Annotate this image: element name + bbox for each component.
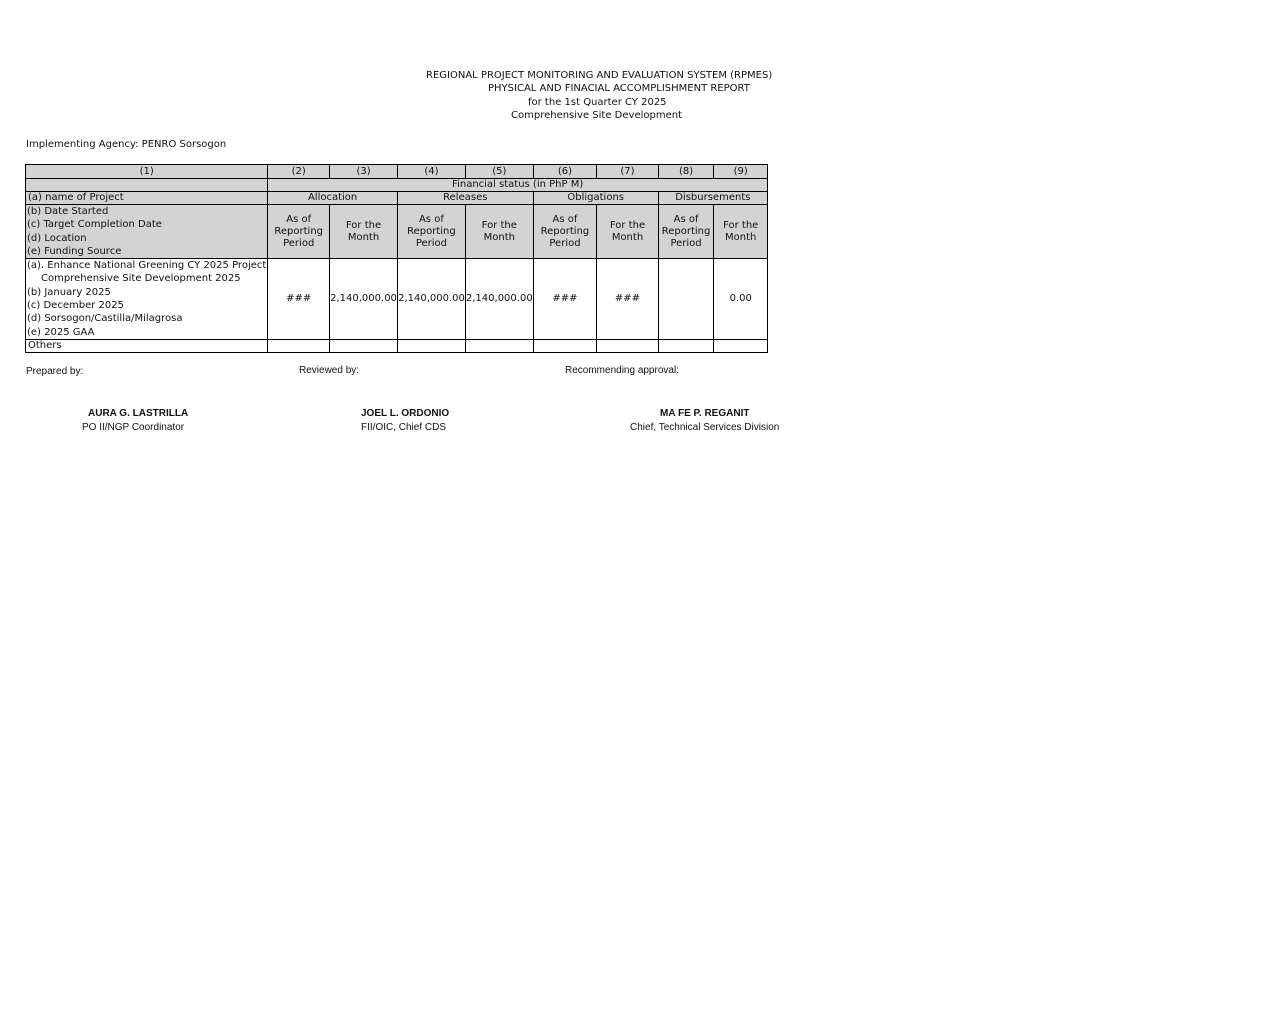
project-funding: (e) 2025 GAA — [27, 326, 95, 338]
reviewed-by-title: FII/OIC, Chief CDS — [361, 422, 447, 433]
group-header-row — [26, 192, 768, 205]
col-num-4: (4) — [397, 165, 465, 179]
value-disbursements-month: 0.00 — [714, 259, 768, 340]
report-subtitle: PHYSICAL AND FINACIAL ACCOMPLISHMENT REPORT — [488, 83, 750, 94]
recommending-label: Recommending approval: — [565, 365, 679, 376]
value-releases-month: 2,140,000.00 — [465, 259, 533, 340]
table-row — [26, 259, 768, 340]
others-label: Others — [26, 340, 268, 353]
empty-cell — [397, 340, 465, 353]
project-name: (a). Enhance National Greening CY 2025 Project — [27, 260, 267, 272]
recommending-title: Chief, Technical Services Division — [630, 422, 780, 433]
group-obligations: Obligations — [533, 192, 658, 205]
empty-cell — [533, 340, 597, 353]
empty-cell — [714, 340, 768, 353]
prepared-by-name: AURA G. LASTRILLA — [88, 408, 189, 419]
value-releases-as-of: 2,140,000.00 — [397, 259, 465, 340]
prepared-by-title: PO II/NGP Coordinator — [82, 422, 185, 433]
col-num-9: (9) — [714, 165, 768, 179]
releases-month: For the Month — [465, 205, 533, 259]
implementing-agency: Implementing Agency: PENRO Sorsogon — [26, 139, 227, 150]
financial-status-header: Financial status (in PhP M) — [268, 179, 768, 192]
col-num-8: (8) — [658, 165, 714, 179]
row-label-d: (d) Location — [27, 232, 87, 244]
allocation-month: For the Month — [330, 205, 398, 259]
col-num-5: (5) — [465, 165, 533, 179]
row-label-a: (a) name of Project — [26, 192, 268, 205]
project-location: (d) Sorsogon/Castilla/Milagrosa — [27, 313, 183, 325]
project-name-cont: Comprehensive Site Development 2025 — [41, 273, 241, 285]
accomplishment-table — [25, 164, 768, 353]
project-details — [26, 259, 268, 340]
reviewed-by-label: Reviewed by: — [299, 365, 360, 376]
recommending-name: MA FE P. REGANIT — [660, 408, 750, 419]
value-obligations-as-of: ### — [533, 259, 597, 340]
blank-cell — [26, 179, 268, 192]
table-row — [26, 340, 768, 353]
disbursements-as-of: As of Reporting Period — [658, 205, 714, 259]
row-labels-rest — [26, 205, 268, 259]
value-allocation-as-of: ### — [268, 259, 330, 340]
col-num-2: (2) — [268, 165, 330, 179]
allocation-as-of: As of Reporting Period — [268, 205, 330, 259]
value-allocation-month: 2,140,000.00 — [330, 259, 398, 340]
row-label-b: (b) Date Started — [27, 206, 109, 217]
report-title: REGIONAL PROJECT MONITORING AND EVALUATION SYSTEM (RPMES) — [426, 70, 773, 81]
releases-as-of: As of Reporting Period — [397, 205, 465, 259]
group-releases: Releases — [397, 192, 533, 205]
col-num-3: (3) — [330, 165, 398, 179]
col-num-6: (6) — [533, 165, 597, 179]
row-label-c: (c) Target Completion Date — [27, 219, 162, 231]
column-number-row — [26, 165, 768, 179]
disbursements-month: For the Month — [714, 205, 768, 259]
subheader-row — [26, 205, 768, 259]
row-label-e: (e) Funding Source — [27, 245, 122, 257]
financial-status-row — [26, 179, 768, 192]
empty-cell — [465, 340, 533, 353]
empty-cell — [658, 340, 714, 353]
obligations-as-of: As of Reporting Period — [533, 205, 597, 259]
value-obligations-month: ### — [597, 259, 658, 340]
obligations-month: For the Month — [597, 205, 658, 259]
empty-cell — [268, 340, 330, 353]
report-period: for the 1st Quarter CY 2025 — [528, 97, 667, 108]
project-date-started: (b) January 2025 — [27, 286, 111, 298]
project-completion: (c) December 2025 — [27, 300, 124, 312]
col-num-1: (1) — [26, 165, 268, 179]
value-disbursements-as-of — [658, 259, 714, 340]
col-num-7: (7) — [597, 165, 658, 179]
empty-cell — [330, 340, 398, 353]
report-activity: Comprehensive Site Development — [511, 110, 682, 121]
group-disbursements: Disbursements — [658, 192, 767, 205]
group-allocation: Allocation — [268, 192, 398, 205]
empty-cell — [597, 340, 658, 353]
reviewed-by-name: JOEL L. ORDONIO — [361, 408, 450, 419]
prepared-by-label: Prepared by: — [26, 366, 84, 377]
